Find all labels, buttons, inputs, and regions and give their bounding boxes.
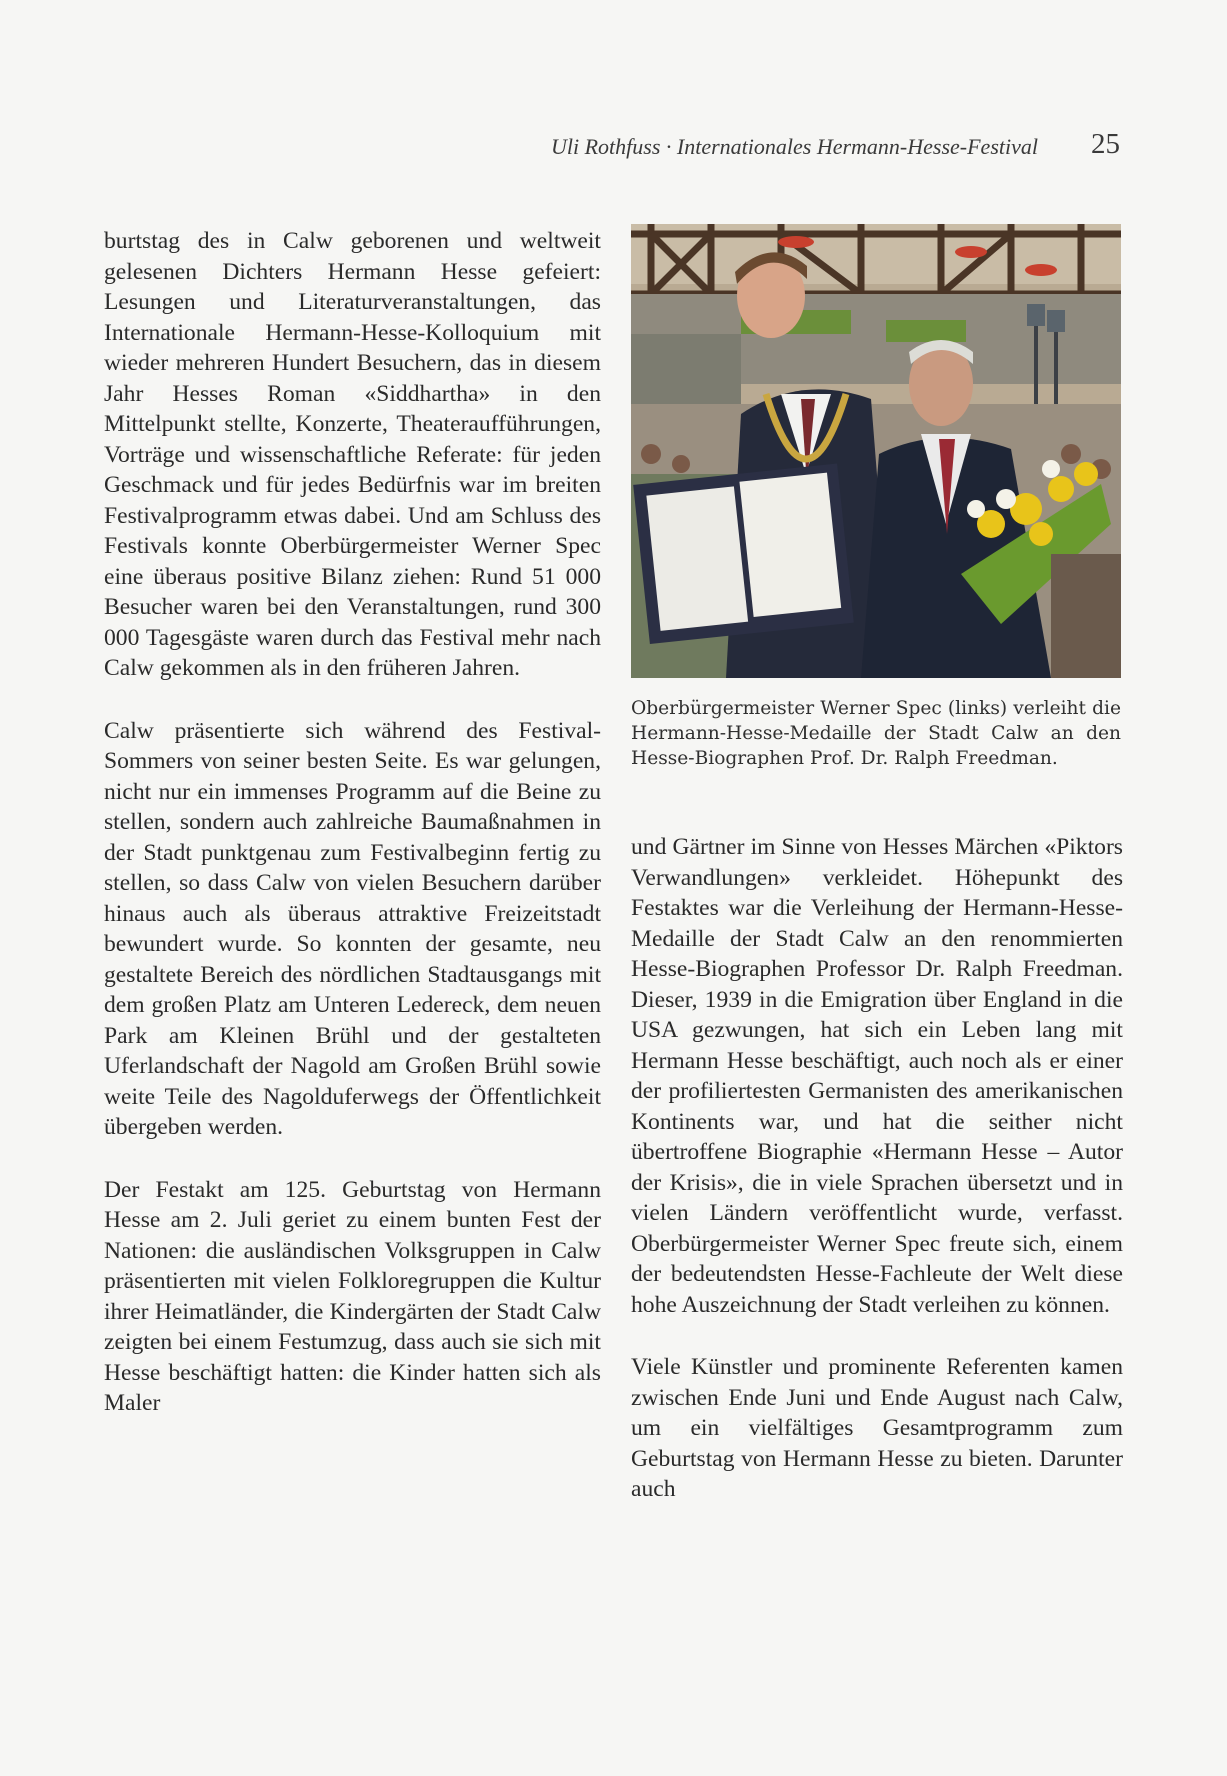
photo-caption: Oberbürgermeister Werner Spec (links) verleiht die Hermann-Hesse-Medaille der Stadt Calw an den Hesse-Biographen Prof. Dr. Ralph Freedman.	[631, 698, 1121, 769]
paragraph: Calw präsentierte sich während des Festival-Sommers von seiner besten Seite. Es war gelungen, nicht nur ein immenses Programm auf die Beine zu stellen, sondern auch zahlreiche Baumaßnahmen in der Stadt punktgenau zum Festivalbeginn fertig zu stellen, so dass Calw von vielen Besuchern darüber hinaus auch als überaus attraktive Freizeitstadt bewundert wurde. So konnten der gesamte, neu gestaltete Bereich des nördlichen Stadtausgangs mit dem großen Platz am Unteren Ledereck, dem neuen Park am Kleinen Brühl und der gestalteten Uferlandschaft der Nagold am Großen Brühl sowie weite Teile des Nagolduferwegs der Öffentlichkeit übergeben werden.	[104, 717, 601, 1140]
paragraph: burtstag des in Calw geborenen und weltweit gelesenen Dichters Hermann Hesse gefeiert: Lesungen und Literaturveranstaltungen, das Internationale Hermann-Hesse-Kolloquium mit wieder mehreren Hundert Besuchern, das in diesem Jahr Hesses Roman «Siddhartha» in den Mittelpunkt stellte, Konzerte, Theateraufführungen, Vorträge und wissenschaftliche Referate: für jeden Geschmack und für jedes Bedürfnis war im breiten Festivalprogramm etwas dabei. Und am Schluss des Festivals konnte Oberbürgermeister Werner Spec eine überaus positive Bilanz ziehen: Rund 51 000 Besucher waren bei den Veranstaltungen, rund 300 000 Tagesgäste waren durch das Festival mehr nach Calw gekommen als in den früheren Jahren.	[104, 228, 601, 681]
right-column	[631, 832, 1123, 1505]
running-title: Uli Rothfuss · Internationales Hermann-Hesse-Festival	[551, 134, 1038, 159]
paragraph: und Gärtner im Sinne von Hesses Märchen «Piktors Verwandlungen» verkleidet. Höhepunkt des Festaktes war die Verleihung der Hermann-Hesse-Medaille der Stadt Calw an den renommierten Hesse-Biographen Professor Dr. Ralph Freedman. Dieser, 1939 in die Emigration über England in die USA gezwungen, hat sich ein Leben lang mit Hermann Hesse beschäftigt, auch noch als er einer der profiliertesten Germanisten des amerikanischen Kontinents war, und hat die seither nicht übertroffene Biographie «Hermann Hesse – Autor der Krisis», die in viele Sprachen übersetzt und in vielen Ländern veröffentlicht wurde, verfasst. Oberbürgermeister Werner Spec freute sich, einem der bedeutendsten Hesse-Fachleute der Welt diese hohe Auszeichnung der Stadt verleihen zu können.	[631, 834, 1123, 1318]
running-head	[470, 128, 1120, 168]
award-ceremony-illustration	[631, 224, 1121, 678]
page-number: 25	[1091, 128, 1120, 160]
paragraph: Der Festakt am 125. Geburtstag von Hermann Hesse am 2. Juli geriet zu einem bunten Fest der Nationen: die ausländischen Volksgruppen in Calw präsentierten mit vielen Folkloregruppen die Kultur ihrer Heimatländer, die Kindergärten der Stadt Calw zeigten bei einem Festumzug, dass auch sie sich mit Hesse beschäftigt hatten: die Kinder hatten sich als Maler	[104, 1176, 601, 1416]
award-photo	[631, 224, 1121, 678]
paragraph: Viele Künstler und prominente Referenten kamen zwischen Ende Juni und Ende August nach Calw, um ein vielfältiges Gesamtprogramm zum Geburtstag von Hermann Hesse zu bieten. Darunter auch	[631, 1354, 1123, 1502]
left-column	[104, 226, 601, 1419]
